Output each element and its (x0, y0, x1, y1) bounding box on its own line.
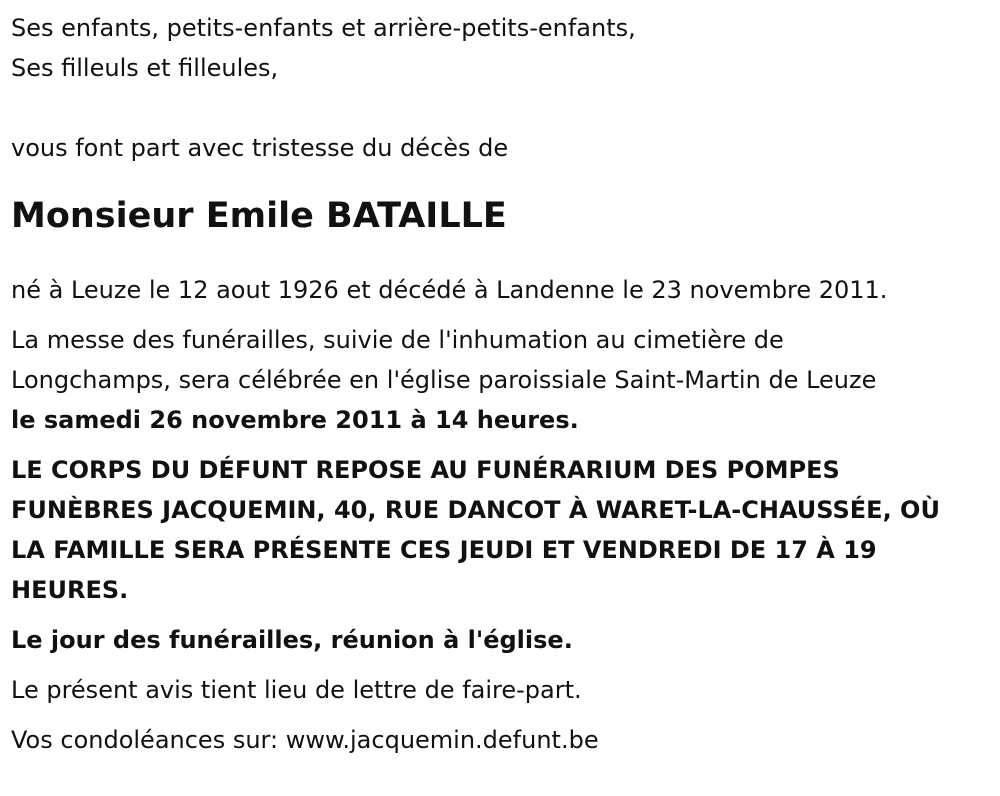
visitation-line-3: LA FAMILLE SERA PRÉSENTE CES JEUDI ET VENDREDI DE 17 À 19 (11, 536, 877, 564)
visitation-line-2: FUNÈBRES JACQUEMIN, 40, RUE DANCOT À WARET-LA-CHAUSSÉE, OÙ (11, 496, 940, 524)
deceased-name: Monsieur Emile BATAILLE (11, 196, 507, 236)
meeting-info: Le jour des funérailles, réunion à l'église. (11, 626, 573, 654)
spacer (11, 88, 991, 128)
visitation-line-4: HEURES. (11, 576, 129, 604)
funeral-line-1: La messe des funérailles, suivie de l'inhumation au cimetière de (11, 326, 784, 354)
condolences-link[interactable]: Vos condoléances sur: www.jacquemin.defunt.be (11, 726, 599, 754)
visitation-line-1: LE CORPS DU DÉFUNT REPOSE AU FUNÉRARIUM DES POMPES (11, 456, 840, 484)
funeral-paragraph (11, 320, 991, 440)
announcement-text: vous font part avec tristesse du décès de (11, 134, 509, 162)
spacer (11, 240, 991, 264)
funeral-date: le samedi 26 novembre 2011 à 14 heures. (11, 406, 579, 434)
spacer (11, 168, 991, 192)
visitation-paragraph (11, 450, 991, 610)
birth-death-details: né à Leuze le 12 aout 1926 et décédé à Landenne le 23 novembre 2011. (11, 276, 888, 304)
family-line-2: Ses filleuls et filleules, (11, 54, 279, 82)
obituary-notice (11, 8, 991, 760)
family-line-1: Ses enfants, petits-enfants et arrière-petits-enfants, (11, 14, 636, 42)
notice-statement: Le présent avis tient lieu de lettre de faire-part. (11, 676, 582, 704)
funeral-line-2: Longchamps, sera célébrée en l'église paroissiale Saint-Martin de Leuze (11, 366, 877, 394)
